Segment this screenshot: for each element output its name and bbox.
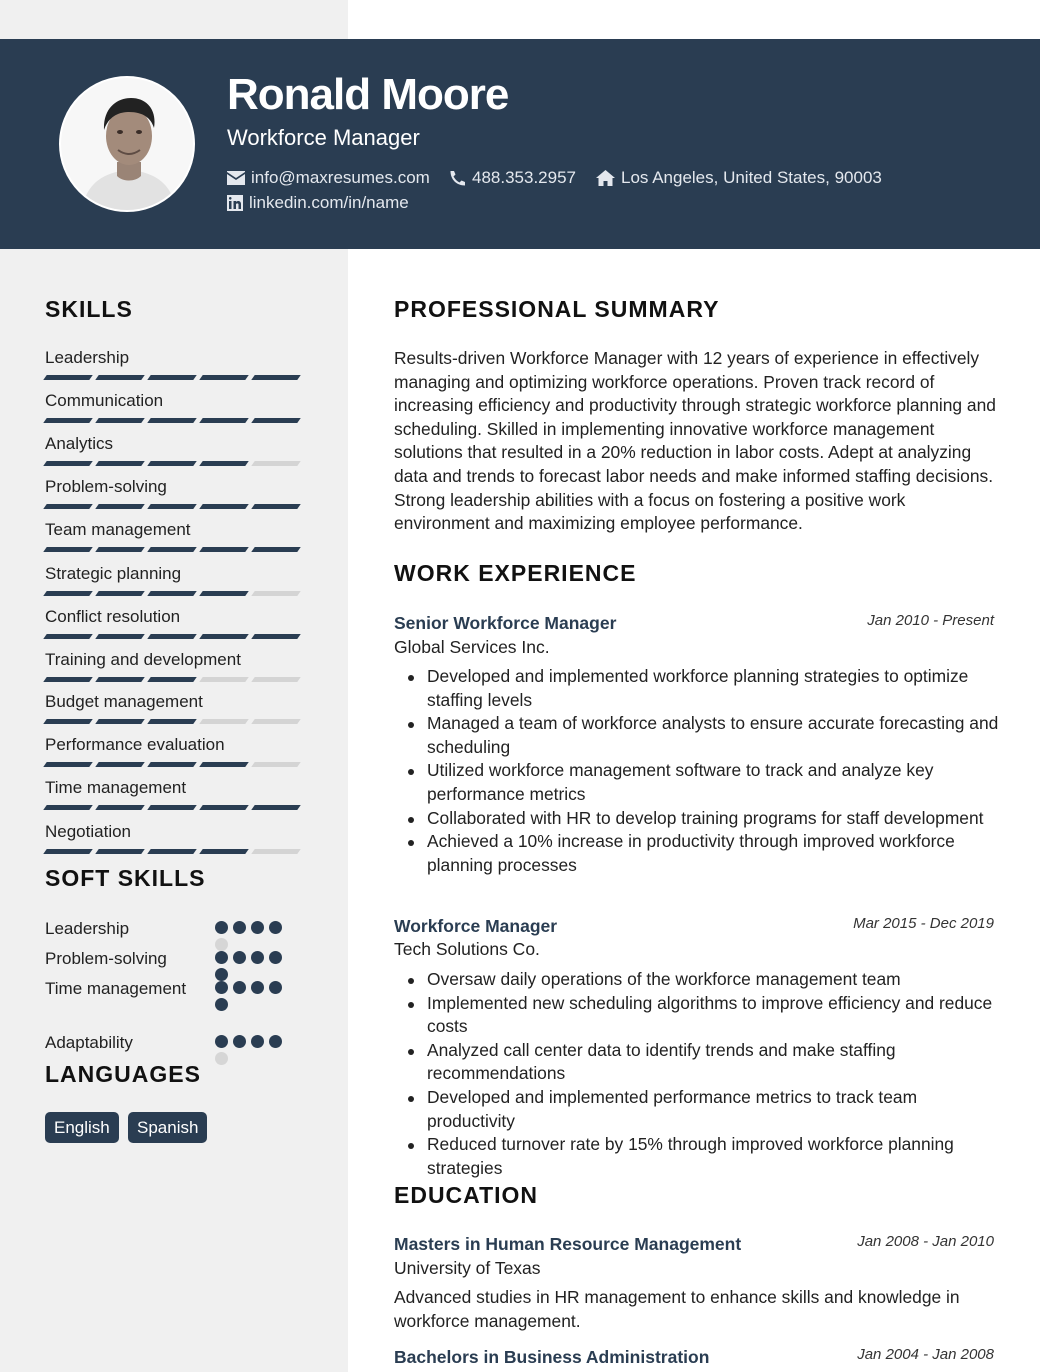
home-icon xyxy=(596,170,615,186)
soft-skill-rating xyxy=(215,1035,287,1065)
skill-label: Negotiation xyxy=(45,822,132,841)
rating-dot xyxy=(215,998,228,1011)
skill-level-segment xyxy=(95,504,145,509)
skill-level-bar xyxy=(45,591,301,596)
contact-email[interactable] xyxy=(227,168,430,188)
list-item: Achieved a 10% increase in productivity through improved workforce planning processes xyxy=(405,830,1005,877)
education-date: Jan 2004 - Jan 2008 xyxy=(857,1346,994,1363)
soft-skill-label: Leadership xyxy=(45,919,130,938)
skill-level-bar xyxy=(45,719,301,724)
skill-level-segment xyxy=(251,461,301,466)
skill-level-segment xyxy=(95,547,145,552)
job-date: Jan 2010 - Present xyxy=(867,612,994,629)
location-text: Los Angeles, United States, 90003 xyxy=(621,168,882,187)
skill-label: Leadership xyxy=(45,348,130,367)
skill-level-bar xyxy=(45,762,301,767)
skill-level-segment xyxy=(251,418,301,423)
skill-level-segment xyxy=(251,591,301,596)
skill-label: Communication xyxy=(45,391,164,410)
skill-label: Conflict resolution xyxy=(45,607,181,626)
skill-level-bar xyxy=(45,677,301,682)
skill-level-segment xyxy=(251,677,301,682)
skill-level-segment xyxy=(43,634,93,639)
job-company: Tech Solutions Co. xyxy=(394,939,540,959)
skill-item xyxy=(45,649,301,682)
skill-item xyxy=(45,691,301,724)
list-item: Managed a team of workforce analysts to ensure accurate forecasting and scheduling xyxy=(405,712,1005,759)
skill-level-segment xyxy=(199,591,249,596)
skill-label: Team management xyxy=(45,520,191,539)
job-date: Mar 2015 - Dec 2019 xyxy=(853,915,994,932)
languages-heading: LANGUAGES xyxy=(45,1061,201,1087)
job-company: Global Services Inc. xyxy=(394,637,550,657)
skill-level-segment xyxy=(199,805,249,810)
skill-level-bar xyxy=(45,634,301,639)
skill-level-segment xyxy=(251,805,301,810)
skill-item xyxy=(45,606,301,639)
skill-level-segment xyxy=(43,805,93,810)
skill-level-segment xyxy=(147,461,197,466)
rating-dot xyxy=(215,1052,228,1065)
job-title: Workforce Manager xyxy=(394,916,558,936)
degree-title: Masters in Human Resource Management xyxy=(394,1234,742,1254)
skill-label: Budget management xyxy=(45,692,203,711)
list-item: Implemented new scheduling algorithms to improve efficiency and reduce costs xyxy=(405,992,1005,1039)
skill-item xyxy=(45,821,301,854)
list-item: Reduced turnover rate by 15% through improved workforce planning strategies xyxy=(405,1133,1005,1180)
skill-level-bar xyxy=(45,418,301,423)
skill-item xyxy=(45,734,301,767)
soft-skill-rating xyxy=(215,921,287,951)
soft-skill-label: Problem-solving xyxy=(45,949,167,968)
skill-level-segment xyxy=(95,418,145,423)
rating-dot xyxy=(215,951,228,964)
education-description: Advanced studies in HR management to enhance skills and knowledge in workforce management. xyxy=(394,1287,960,1331)
education-heading: EDUCATION xyxy=(394,1182,539,1208)
skill-level-bar xyxy=(45,805,301,810)
rating-dot xyxy=(233,951,246,964)
skill-level-segment xyxy=(147,504,197,509)
skill-level-segment xyxy=(95,762,145,767)
linkedin-text: linkedin.com/in/name xyxy=(249,193,409,212)
profile-photo xyxy=(61,78,195,212)
skill-level-segment xyxy=(147,591,197,596)
skill-item xyxy=(45,433,301,466)
skill-level-segment xyxy=(43,719,93,724)
skill-item xyxy=(45,519,301,552)
skill-level-segment xyxy=(199,677,249,682)
skill-level-segment xyxy=(147,762,197,767)
rating-dot xyxy=(269,921,282,934)
skill-label: Time management xyxy=(45,778,187,797)
soft-skill-label: Time management xyxy=(45,979,187,998)
skill-level-segment xyxy=(199,461,249,466)
list-item: Utilized workforce management software to track and analyze key performance metrics xyxy=(405,759,1005,806)
skill-item xyxy=(45,347,301,380)
rating-dot xyxy=(233,981,246,994)
skill-level-segment xyxy=(147,375,197,380)
rating-dot xyxy=(269,981,282,994)
skill-item xyxy=(45,390,301,423)
contact-location xyxy=(596,168,882,188)
rating-dot xyxy=(233,1035,246,1048)
skill-item xyxy=(45,777,301,810)
skill-level-segment xyxy=(199,375,249,380)
education-date: Jan 2008 - Jan 2010 xyxy=(857,1233,994,1250)
rating-dot xyxy=(251,1035,264,1048)
skill-level-bar xyxy=(45,849,301,854)
skill-level-segment xyxy=(147,677,197,682)
skill-level-segment xyxy=(95,591,145,596)
skill-level-segment xyxy=(251,504,301,509)
skill-level-segment xyxy=(43,591,93,596)
list-item: Analyzed call center data to identify trends and make staffing recommendations xyxy=(405,1039,1005,1086)
skill-level-segment xyxy=(199,418,249,423)
skill-level-segment xyxy=(95,677,145,682)
language-badge: English xyxy=(45,1112,119,1143)
email-text: info@maxresumes.com xyxy=(251,168,430,187)
job-bullets xyxy=(405,665,1005,877)
skill-level-segment xyxy=(95,849,145,854)
skill-level-segment xyxy=(147,805,197,810)
skill-level-segment xyxy=(147,634,197,639)
skill-level-segment xyxy=(43,849,93,854)
rating-dot xyxy=(233,921,246,934)
skill-level-segment xyxy=(43,461,93,466)
skill-level-bar xyxy=(45,547,301,552)
skill-level-segment xyxy=(95,375,145,380)
rating-dot xyxy=(251,921,264,934)
avatar xyxy=(59,76,195,212)
skill-level-segment xyxy=(147,849,197,854)
rating-dot xyxy=(269,951,282,964)
skill-level-bar xyxy=(45,461,301,466)
phone-icon xyxy=(449,170,466,187)
skill-level-bar xyxy=(45,504,301,509)
skill-level-segment xyxy=(95,719,145,724)
skill-level-segment xyxy=(251,762,301,767)
school-name: University of Texas xyxy=(394,1258,541,1278)
skill-level-segment xyxy=(43,762,93,767)
job-bullets xyxy=(405,968,1005,1180)
job-title: Senior Workforce Manager xyxy=(394,613,617,633)
skill-level-segment xyxy=(147,547,197,552)
skill-level-segment xyxy=(251,547,301,552)
skill-level-segment xyxy=(43,504,93,509)
skill-label: Training and development xyxy=(45,650,241,669)
skill-level-segment xyxy=(251,849,301,854)
skill-label: Problem-solving xyxy=(45,477,167,496)
rating-dot xyxy=(215,1035,228,1048)
envelope-icon xyxy=(227,171,245,185)
degree-title: Bachelors in Business Administration xyxy=(394,1347,710,1367)
skills-heading: SKILLS xyxy=(45,296,133,322)
skill-level-segment xyxy=(95,805,145,810)
list-item: Developed and implemented workforce planning strategies to optimize staffing levels xyxy=(405,665,1005,712)
contact-linkedin[interactable] xyxy=(227,193,409,213)
skill-level-segment xyxy=(251,634,301,639)
skill-level-segment xyxy=(251,375,301,380)
skill-level-segment xyxy=(199,719,249,724)
skill-level-segment xyxy=(199,634,249,639)
list-item: Oversaw daily operations of the workforce management team xyxy=(405,968,1005,992)
experience-heading: WORK EXPERIENCE xyxy=(394,560,637,586)
skill-level-segment xyxy=(43,677,93,682)
skill-level-segment xyxy=(251,719,301,724)
candidate-name: Ronald Moore xyxy=(227,70,509,119)
skill-item xyxy=(45,563,301,596)
summary-text: Results-driven Workforce Manager with 12 years of experience in effectively managing and optimizing workforce operations. Proven track record of increasing efficiency and productivity through strategic workforce planning and scheduling. Skilled in implementing innovative workforce management solutions that resulted in a 20% reduction in labor costs. Adept at analyzing data and trends to forecast labor needs and make informed staffing decisions. Strong leadership abilities with a focus on fostering a positive work environment and maximizing employee performance. xyxy=(394,348,996,534)
skill-level-segment xyxy=(43,418,93,423)
skill-level-segment xyxy=(199,504,249,509)
skill-item xyxy=(45,476,301,509)
skill-level-bar xyxy=(45,375,301,380)
soft-skill-rating xyxy=(215,951,287,981)
language-badge: Spanish xyxy=(128,1112,207,1143)
skill-level-segment xyxy=(43,375,93,380)
skill-level-segment xyxy=(147,418,197,423)
rating-dot xyxy=(215,921,228,934)
contact-phone[interactable] xyxy=(449,168,576,188)
skill-level-segment xyxy=(147,719,197,724)
skill-level-segment xyxy=(95,461,145,466)
rating-dot xyxy=(215,938,228,951)
summary-heading: PROFESSIONAL SUMMARY xyxy=(394,296,720,322)
skill-label: Analytics xyxy=(45,434,114,453)
phone-text: 488.353.2957 xyxy=(472,168,576,187)
list-item: Developed and implemented performance metrics to track team productivity xyxy=(405,1086,1005,1133)
skill-level-segment xyxy=(199,547,249,552)
soft-skill-rating xyxy=(215,981,287,1011)
linkedin-icon xyxy=(227,195,243,211)
skill-label: Strategic planning xyxy=(45,564,182,583)
soft-skills-heading: SOFT SKILLS xyxy=(45,865,206,891)
list-item: Collaborated with HR to develop training programs for staff development xyxy=(405,807,1005,831)
skill-level-segment xyxy=(95,634,145,639)
rating-dot xyxy=(215,968,228,981)
skill-level-segment xyxy=(43,547,93,552)
skill-level-segment xyxy=(199,762,249,767)
candidate-title: Workforce Manager xyxy=(227,125,420,150)
rating-dot xyxy=(269,1035,282,1048)
rating-dot xyxy=(251,951,264,964)
soft-skill-label: Adaptability xyxy=(45,1033,133,1052)
skill-label: Performance evaluation xyxy=(45,735,225,754)
rating-dot xyxy=(215,981,228,994)
rating-dot xyxy=(251,981,264,994)
skill-level-segment xyxy=(199,849,249,854)
